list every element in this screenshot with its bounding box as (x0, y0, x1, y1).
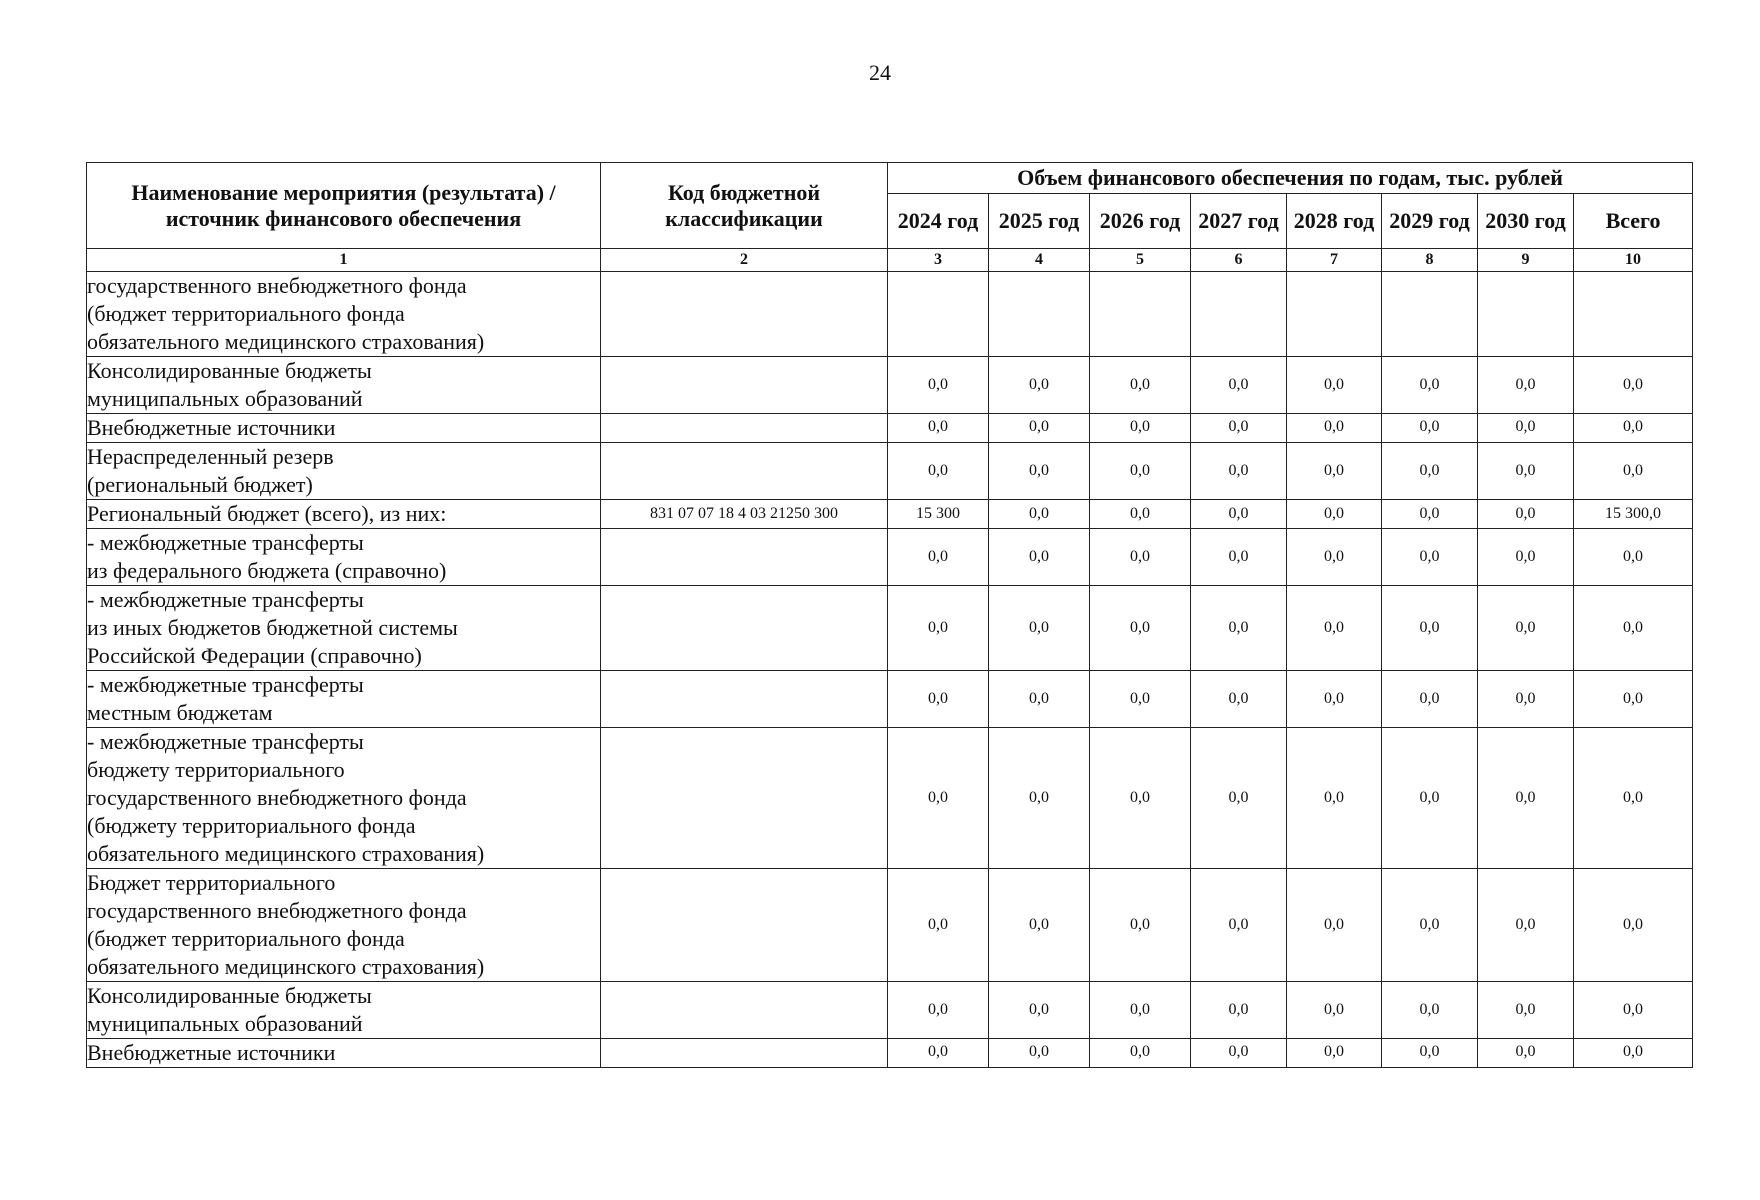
row-total-cell: 0,0 (1574, 982, 1693, 1039)
row-code-cell: 831 07 07 18 4 03 21250 300 (601, 500, 888, 529)
header-column-numbers (87, 249, 1693, 272)
row-year-value-cell: 0,0 (1191, 414, 1287, 443)
row-year-value-cell (1191, 272, 1287, 357)
row-year-value-cell: 0,0 (1191, 443, 1287, 500)
row-total-cell: 15 300,0 (1574, 500, 1693, 529)
row-year-value-cell: 0,0 (1478, 869, 1574, 982)
row-year-value-cell: 0,0 (1478, 357, 1574, 414)
row-year-value-cell: 0,0 (1090, 500, 1191, 529)
row-total-cell: 0,0 (1574, 586, 1693, 671)
row-year-value-cell: 0,0 (1382, 529, 1478, 586)
column-number: 8 (1382, 249, 1478, 272)
row-year-value-cell: 0,0 (1382, 671, 1478, 728)
row-name-cell: Внебюджетные источники (87, 1039, 601, 1068)
page-number: 24 (869, 60, 891, 85)
row-year-value-cell: 0,0 (888, 1039, 989, 1068)
row-code-cell (601, 529, 888, 586)
row-name-cell: Нераспределенный резерв (региональный бюджет) (87, 443, 601, 500)
row-year-value-cell: 0,0 (1191, 1039, 1287, 1068)
row-year-value-cell: 0,0 (1191, 671, 1287, 728)
row-year-value-cell: 0,0 (989, 529, 1090, 586)
row-name-cell: - межбюджетные трансферты местным бюджетам (87, 671, 601, 728)
table-row (87, 443, 1693, 500)
row-name-cell: Бюджет территориального государственного внебюджетного фонда (бюджет территориального фонда обязательного медицинского страхования) (87, 869, 601, 982)
header-funding-group: Объем финансового обеспечения по годам, тыс. рублей (888, 163, 1693, 194)
row-year-value-cell: 0,0 (1090, 529, 1191, 586)
header-year: 2026 год (1090, 194, 1191, 249)
row-year-value-cell: 0,0 (1478, 443, 1574, 500)
row-year-value-cell: 0,0 (1287, 500, 1382, 529)
row-year-value-cell: 0,0 (1287, 357, 1382, 414)
row-year-value-cell: 0,0 (888, 414, 989, 443)
row-year-value-cell: 0,0 (1191, 500, 1287, 529)
column-number: 10 (1574, 249, 1693, 272)
table-row (87, 272, 1693, 357)
row-year-value-cell: 0,0 (1382, 500, 1478, 529)
row-year-value-cell: 0,0 (1478, 414, 1574, 443)
financing-table (86, 162, 1693, 1068)
row-total-cell (1574, 272, 1693, 357)
row-year-value-cell: 0,0 (1090, 728, 1191, 869)
row-year-value-cell: 0,0 (888, 529, 989, 586)
row-year-value-cell: 0,0 (1287, 529, 1382, 586)
row-year-value-cell (888, 272, 989, 357)
row-year-value-cell: 0,0 (1090, 443, 1191, 500)
row-year-value-cell: 0,0 (1478, 529, 1574, 586)
row-year-value-cell: 0,0 (1090, 586, 1191, 671)
header-year: 2024 год (888, 194, 989, 249)
column-number: 5 (1090, 249, 1191, 272)
table-row (87, 728, 1693, 869)
row-code-cell (601, 728, 888, 869)
row-year-value-cell: 0,0 (1287, 414, 1382, 443)
row-year-value-cell: 0,0 (1478, 1039, 1574, 1068)
row-year-value-cell: 0,0 (1382, 728, 1478, 869)
row-year-value-cell: 0,0 (1478, 500, 1574, 529)
row-year-value-cell: 0,0 (989, 869, 1090, 982)
row-year-value-cell: 0,0 (1382, 1039, 1478, 1068)
header-year: 2027 год (1191, 194, 1287, 249)
row-code-cell (601, 982, 888, 1039)
column-number: 7 (1287, 249, 1382, 272)
row-year-value-cell: 0,0 (1287, 869, 1382, 982)
row-total-cell: 0,0 (1574, 529, 1693, 586)
row-year-value-cell (1478, 272, 1574, 357)
row-year-value-cell: 0,0 (1287, 443, 1382, 500)
row-year-value-cell: 0,0 (888, 869, 989, 982)
row-code-cell (601, 671, 888, 728)
column-number: 1 (87, 249, 601, 272)
header-row-top (87, 163, 1693, 194)
row-year-value-cell: 0,0 (1382, 586, 1478, 671)
row-name-cell: Консолидированные бюджеты муниципальных образований (87, 357, 601, 414)
column-number: 6 (1191, 249, 1287, 272)
table-row (87, 982, 1693, 1039)
row-year-value-cell: 0,0 (1191, 982, 1287, 1039)
row-year-value-cell (1382, 272, 1478, 357)
row-year-value-cell: 0,0 (888, 443, 989, 500)
row-code-cell (601, 1039, 888, 1068)
row-year-value-cell: 0,0 (989, 443, 1090, 500)
row-year-value-cell: 0,0 (888, 357, 989, 414)
row-year-value-cell: 0,0 (1382, 982, 1478, 1039)
row-name-cell: Консолидированные бюджеты муниципальных образований (87, 982, 601, 1039)
row-year-value-cell: 0,0 (1287, 586, 1382, 671)
table-row (87, 414, 1693, 443)
row-total-cell: 0,0 (1574, 728, 1693, 869)
table-row (87, 671, 1693, 728)
row-total-cell: 0,0 (1574, 414, 1693, 443)
row-year-value-cell: 0,0 (1287, 982, 1382, 1039)
row-total-cell: 0,0 (1574, 1039, 1693, 1068)
row-total-cell: 0,0 (1574, 443, 1693, 500)
header-year: 2030 год (1478, 194, 1574, 249)
row-name-cell: - межбюджетные трансферты из иных бюджетов бюджетной системы Российской Федерации (справочно) (87, 586, 601, 671)
column-number: 9 (1478, 249, 1574, 272)
row-total-cell: 0,0 (1574, 869, 1693, 982)
header-year: 2025 год (989, 194, 1090, 249)
table-row (87, 357, 1693, 414)
header-code-column: Код бюджетной классификации (601, 163, 888, 249)
row-year-value-cell: 0,0 (1287, 728, 1382, 869)
table-row (87, 586, 1693, 671)
header-name-column: Наименование мероприятия (результата) / источник финансового обеспечения (87, 163, 601, 249)
row-code-cell (601, 272, 888, 357)
table-body (87, 272, 1693, 1068)
row-year-value-cell: 0,0 (989, 982, 1090, 1039)
row-year-value-cell: 0,0 (1090, 414, 1191, 443)
row-year-value-cell: 0,0 (989, 357, 1090, 414)
row-year-value-cell: 0,0 (989, 728, 1090, 869)
row-year-value-cell: 0,0 (1090, 982, 1191, 1039)
row-name-cell: Внебюджетные источники (87, 414, 601, 443)
row-year-value-cell: 0,0 (1478, 982, 1574, 1039)
row-year-value-cell: 0,0 (1382, 414, 1478, 443)
row-year-value-cell: 0,0 (1382, 869, 1478, 982)
row-year-value-cell: 0,0 (888, 671, 989, 728)
row-year-value-cell: 0,0 (1191, 586, 1287, 671)
row-name-cell: - межбюджетные трансферты из федерального бюджета (справочно) (87, 529, 601, 586)
row-name-cell: - межбюджетные трансферты бюджету территориального государственного внебюджетного фонда (бюджету территориального фонда обязательного медицинского страхования) (87, 728, 601, 869)
row-year-value-cell: 0,0 (888, 586, 989, 671)
row-year-value-cell (989, 272, 1090, 357)
row-code-cell (601, 586, 888, 671)
row-year-value-cell: 0,0 (1090, 869, 1191, 982)
row-year-value-cell: 0,0 (1090, 357, 1191, 414)
row-year-value-cell: 0,0 (1382, 443, 1478, 500)
row-year-value-cell: 0,0 (1478, 586, 1574, 671)
row-year-value-cell: 15 300 (888, 500, 989, 529)
row-code-cell (601, 443, 888, 500)
row-year-value-cell: 0,0 (1191, 357, 1287, 414)
column-number: 3 (888, 249, 989, 272)
row-year-value-cell: 0,0 (888, 982, 989, 1039)
row-total-cell: 0,0 (1574, 357, 1693, 414)
row-year-value-cell: 0,0 (1382, 357, 1478, 414)
row-year-value-cell: 0,0 (1478, 728, 1574, 869)
row-code-cell (601, 357, 888, 414)
row-year-value-cell: 0,0 (989, 586, 1090, 671)
row-year-value-cell: 0,0 (1090, 1039, 1191, 1068)
row-year-value-cell: 0,0 (1287, 671, 1382, 728)
column-number: 2 (601, 249, 888, 272)
row-name-cell: государственного внебюджетного фонда (бюджет территориального фонда обязательного медицинского страхования) (87, 272, 601, 357)
row-year-value-cell: 0,0 (989, 414, 1090, 443)
row-total-cell: 0,0 (1574, 671, 1693, 728)
row-year-value-cell (1287, 272, 1382, 357)
row-year-value-cell: 0,0 (1191, 869, 1287, 982)
row-year-value-cell: 0,0 (989, 1039, 1090, 1068)
row-year-value-cell: 0,0 (1191, 728, 1287, 869)
column-number: 4 (989, 249, 1090, 272)
table-row (87, 500, 1693, 529)
header-total: Всего (1574, 194, 1693, 249)
row-year-value-cell: 0,0 (1090, 671, 1191, 728)
row-year-value-cell: 0,0 (1478, 671, 1574, 728)
table-row (87, 1039, 1693, 1068)
header-year: 2029 год (1382, 194, 1478, 249)
row-year-value-cell: 0,0 (1287, 1039, 1382, 1068)
row-code-cell (601, 414, 888, 443)
row-name-cell: Региональный бюджет (всего), из них: (87, 500, 601, 529)
table-row (87, 869, 1693, 982)
row-code-cell (601, 869, 888, 982)
header-year: 2028 год (1287, 194, 1382, 249)
row-year-value-cell: 0,0 (1191, 529, 1287, 586)
row-year-value-cell (1090, 272, 1191, 357)
row-year-value-cell: 0,0 (888, 728, 989, 869)
table-row (87, 529, 1693, 586)
row-year-value-cell: 0,0 (989, 671, 1090, 728)
row-year-value-cell: 0,0 (989, 500, 1090, 529)
